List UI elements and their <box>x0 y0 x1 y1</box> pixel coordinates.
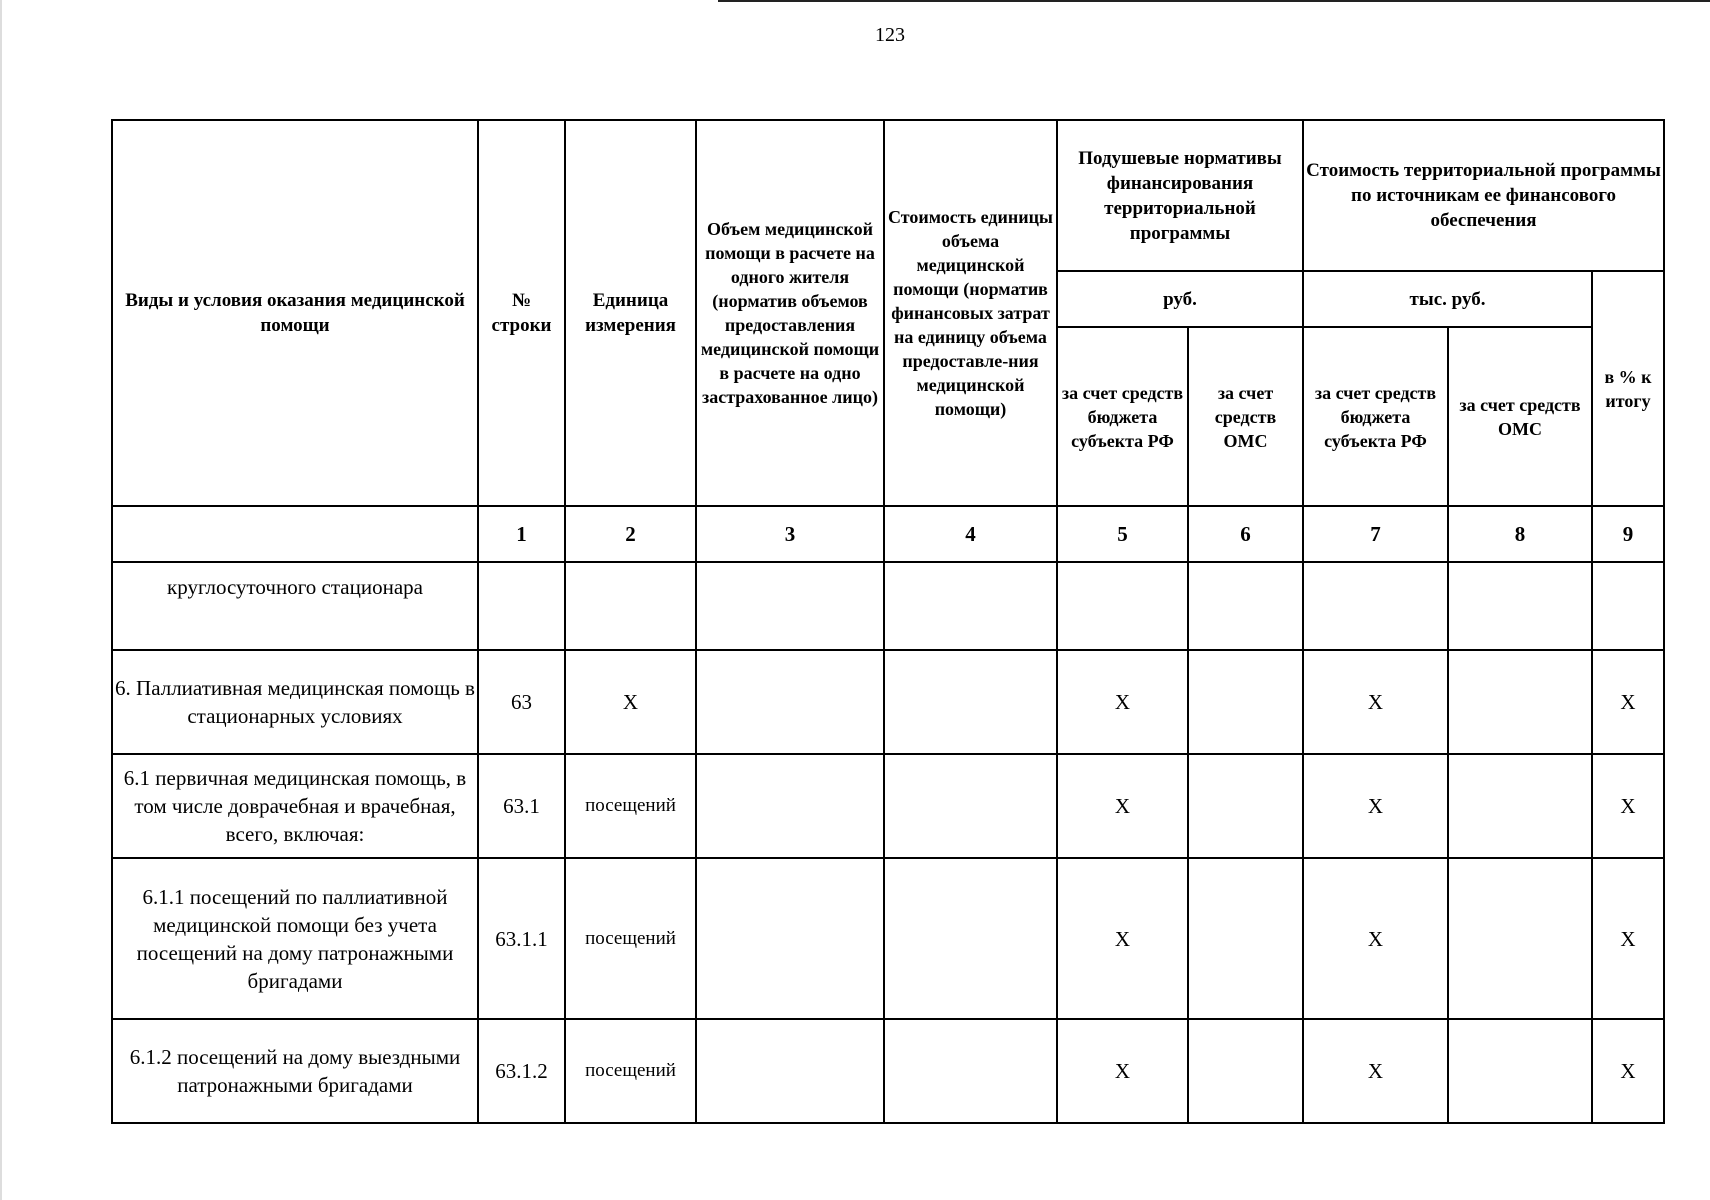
header-budget-a: за счет средств бюджета субъекта РФ <box>1057 327 1188 506</box>
cell-col3 <box>696 650 884 754</box>
cell-col5: Х <box>1057 650 1188 754</box>
header-name: Виды и условия оказания медицинской помощи <box>112 120 478 506</box>
cell-col3 <box>696 1019 884 1123</box>
row-name: 6.1.2 посещений на дому выездными патронажными бригадами <box>112 1019 478 1123</box>
table-row <box>112 858 1664 1019</box>
header-percent: в % к итогу <box>1592 271 1664 506</box>
header-unit-thousand-rub: тыс. руб. <box>1303 271 1592 327</box>
cell-col7: Х <box>1303 858 1448 1019</box>
header-unit: Единица измерения <box>565 120 696 506</box>
row-unit: Х <box>565 650 696 754</box>
cell-col3 <box>696 754 884 858</box>
cell-col4 <box>884 858 1057 1019</box>
row-no: 63.1.1 <box>478 858 565 1019</box>
cell-col9: Х <box>1592 650 1664 754</box>
table-row <box>112 754 1664 858</box>
row-name: круглосуточного стационара <box>112 562 478 650</box>
row-unit: посещений <box>565 1019 696 1123</box>
header-unit-rub: руб. <box>1057 271 1303 327</box>
row-unit <box>565 562 696 650</box>
cell-col6 <box>1188 858 1303 1019</box>
table-row <box>112 650 1664 754</box>
col-number: 6 <box>1188 506 1303 562</box>
cell-col9 <box>1592 562 1664 650</box>
row-unit: посещений <box>565 858 696 1019</box>
cell-col5: Х <box>1057 754 1188 858</box>
header-volume: Объем медицинской помощи в расчете на одного жителя (норматив объемов предоставления медицинской помощи в расчете на одно застрахованное лицо) <box>696 120 884 506</box>
cell-col4 <box>884 650 1057 754</box>
col-number: 8 <box>1448 506 1592 562</box>
col-number: 4 <box>884 506 1057 562</box>
cell-col7: Х <box>1303 650 1448 754</box>
cell-col7: Х <box>1303 1019 1448 1123</box>
cell-col6 <box>1188 650 1303 754</box>
scan-edge-left <box>0 0 2 1200</box>
row-no: 63 <box>478 650 565 754</box>
cell-col9: Х <box>1592 1019 1664 1123</box>
cell-col8 <box>1448 754 1592 858</box>
row-no <box>478 562 565 650</box>
header-row-no: № строки <box>478 120 565 506</box>
scan-edge-line <box>718 0 1710 2</box>
cell-col5 <box>1057 562 1188 650</box>
row-name: 6.1 первичная медицинская помощь, в том числе доврачебная и врачебная, всего, включая: <box>112 754 478 858</box>
cell-col7 <box>1303 562 1448 650</box>
cell-col9: Х <box>1592 754 1664 858</box>
header-group-total: Стоимость территориальной программы по источникам ее финансового обеспечения <box>1303 120 1664 271</box>
row-no: 63.1 <box>478 754 565 858</box>
cell-col5: Х <box>1057 1019 1188 1123</box>
cell-col6 <box>1188 754 1303 858</box>
cell-col3 <box>696 562 884 650</box>
cell-col8 <box>1448 1019 1592 1123</box>
col-number: 5 <box>1057 506 1188 562</box>
cell-col6 <box>1188 562 1303 650</box>
page-number: 123 <box>875 24 905 46</box>
col-number: 2 <box>565 506 696 562</box>
col-number: 7 <box>1303 506 1448 562</box>
row-name: 6.1.1 посещений по паллиативной медицинской помощи без учета посещений на дому патронажными бригадами <box>112 858 478 1019</box>
cell-col5: Х <box>1057 858 1188 1019</box>
row-unit: посещений <box>565 754 696 858</box>
col-number: 1 <box>478 506 565 562</box>
header-group-percapita: Подушевые нормативы финансирования территориальной программы <box>1057 120 1303 271</box>
row-name: 6. Паллиативная медицинская помощь в стационарных условиях <box>112 650 478 754</box>
program-cost-table <box>111 119 1665 1124</box>
cell-col8 <box>1448 858 1592 1019</box>
cell-col3 <box>696 858 884 1019</box>
cell-col9: Х <box>1592 858 1664 1019</box>
col-number: 9 <box>1592 506 1664 562</box>
col-number <box>112 506 478 562</box>
col-number: 3 <box>696 506 884 562</box>
cell-col4 <box>884 1019 1057 1123</box>
table-row <box>112 1019 1664 1123</box>
cell-col4 <box>884 562 1057 650</box>
cell-col7: Х <box>1303 754 1448 858</box>
cell-col4 <box>884 754 1057 858</box>
header-oms-a: за счет средств ОМС <box>1188 327 1303 506</box>
cell-col8 <box>1448 650 1592 754</box>
header-oms-b: за счет средств ОМС <box>1448 327 1592 506</box>
row-no: 63.1.2 <box>478 1019 565 1123</box>
cell-col8 <box>1448 562 1592 650</box>
table-row <box>112 562 1664 650</box>
cell-col6 <box>1188 1019 1303 1123</box>
header-cost: Стоимость единицы объема медицинской помощи (норматив финансовых затрат на единицу объема предоставле-ния медицинской помощи) <box>884 120 1057 506</box>
header-budget-b: за счет средств бюджета субъекта РФ <box>1303 327 1448 506</box>
